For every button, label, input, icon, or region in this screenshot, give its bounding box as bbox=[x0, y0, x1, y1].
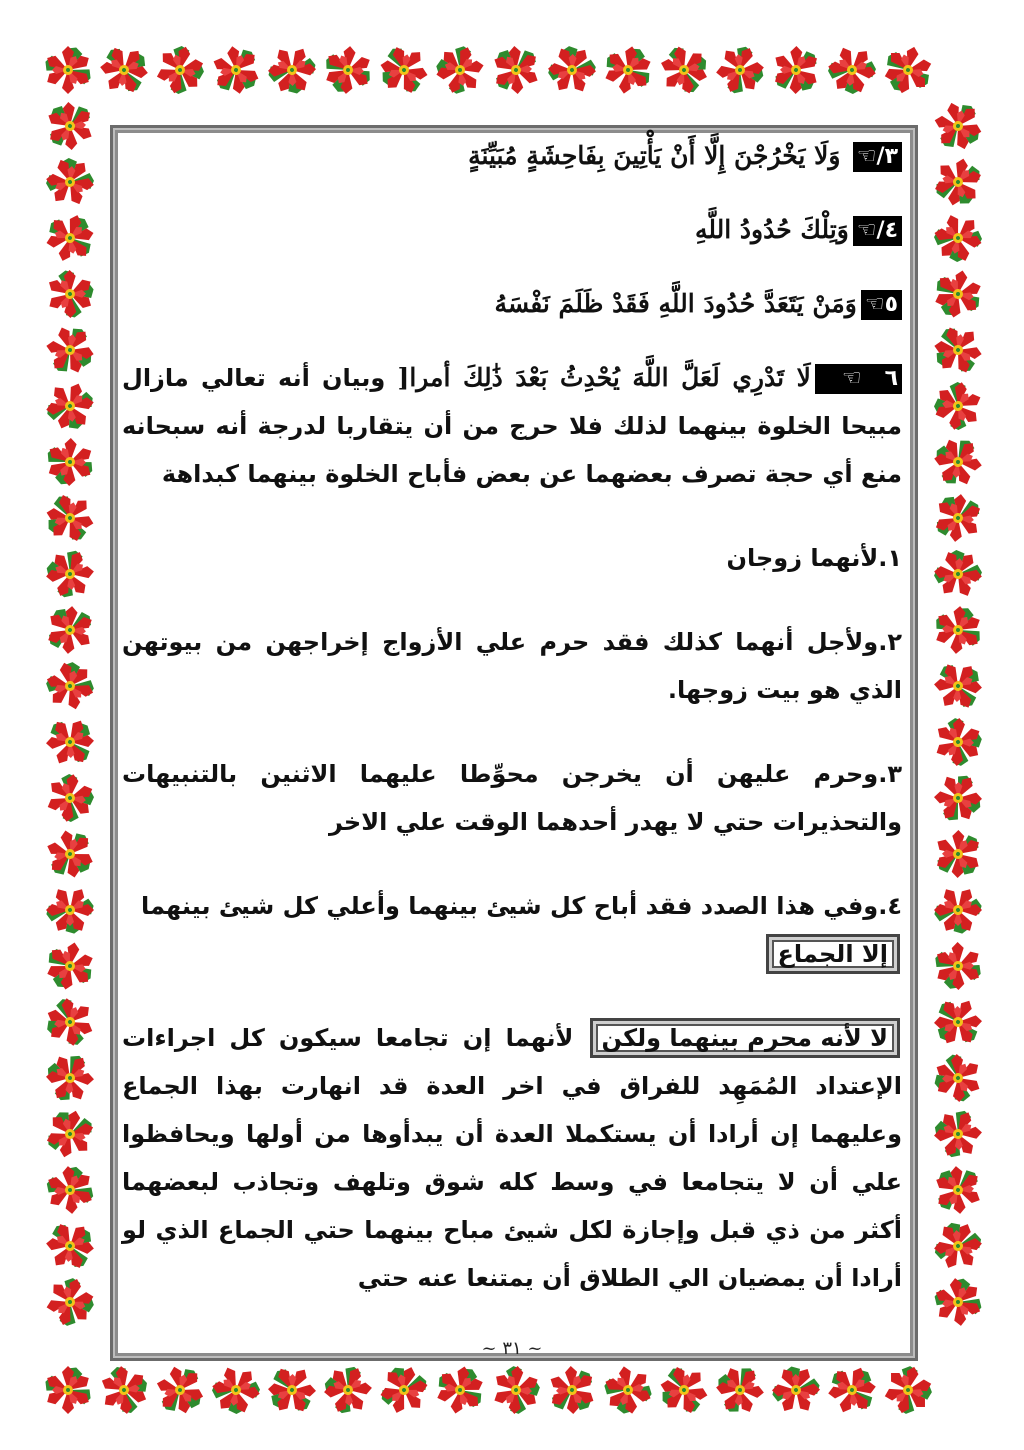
poinsettia-icon bbox=[34, 1098, 105, 1169]
explanation-text: وبيان أنه تعالي مازال مبيحا الخلوة بينهما لذلك فلا حرج من أن يتقاربا لدرجة أنه سبحانه منع أي حجة تصرف بعضهما عن بعض فأباح الخلوة بينهما كبداهة bbox=[122, 364, 902, 488]
poinsettia-icon bbox=[39, 822, 102, 886]
verse-line-4 bbox=[122, 206, 902, 254]
poinsettia-icon bbox=[929, 96, 989, 157]
page-number: ~ ٣١ ~ bbox=[481, 1338, 543, 1359]
poinsettia-icon bbox=[41, 1272, 100, 1332]
poinsettia-icon bbox=[761, 1355, 830, 1423]
poinsettia-icon bbox=[930, 1274, 986, 1329]
quran-text: وَتِلْكَ حُدُودُ اللَّهِ bbox=[694, 215, 849, 244]
poinsettia-icon bbox=[39, 655, 100, 715]
hand-pointer-icon: ☜ bbox=[856, 218, 877, 243]
poinsettia-icon bbox=[43, 45, 94, 94]
poinsettia-icon bbox=[820, 38, 885, 103]
poinsettia-icon bbox=[39, 206, 102, 269]
quran-text: وَمَنْ يَتَعَدَّ حُدُودَ اللَّهِ فَقَدْ ظَلَمَ نَفْسَهُ bbox=[494, 289, 857, 318]
poinsettia-icon bbox=[922, 315, 992, 385]
poinsettia-icon bbox=[35, 987, 105, 1057]
poinsettia-icon bbox=[204, 1359, 269, 1423]
point-4-text: ٤.وفي هذا الصدد فقد أباح كل شيئ بينهما وأعلي كل شيئ بينهما bbox=[140, 892, 902, 920]
point-5 bbox=[122, 1014, 902, 1302]
poinsettia-icon bbox=[931, 1107, 984, 1161]
poinsettia-icon bbox=[599, 41, 657, 98]
poinsettia-icon bbox=[482, 36, 548, 103]
verse-line-6 bbox=[122, 354, 902, 498]
poinsettia-icon bbox=[35, 1211, 105, 1281]
verse-badge: ٥☜ bbox=[861, 290, 902, 320]
poinsettia-icon bbox=[43, 1365, 94, 1414]
poinsettia-icon bbox=[923, 483, 993, 553]
poinsettia-icon bbox=[538, 36, 605, 103]
poinsettia-icon bbox=[648, 1355, 719, 1426]
poinsettia-icon bbox=[150, 1359, 211, 1421]
poinsettia-icon bbox=[43, 1051, 95, 1104]
poinsettia-icon bbox=[36, 877, 104, 945]
poinsettia-icon bbox=[430, 41, 488, 100]
poinsettia-icon bbox=[713, 42, 767, 97]
poinsettia-icon bbox=[483, 1356, 549, 1423]
point-5-text: لأنهما إن تجامعا سيكون كل اجراءات الإعتداد المُمَهِد للفراق في اخر العدة قد انهارت بهذا الجماع وعليهما إن أرادا أن يستكملا العدة أن يبدأوها من أولها ويحافظوا علي أن لا يتجامعا في وسط كله شوق وتلهف وتجاذب لبعضهما أكثر من ذي قبل وإجازة لكل شيئ مباح بينهما حتي الجماع الذي لو أرادا أن يمضيان الي الطلاق أن يمتنعا عنه حتي bbox=[122, 1024, 902, 1292]
document-body bbox=[122, 132, 902, 1302]
poinsettia-icon bbox=[762, 36, 830, 105]
poinsettia-icon bbox=[150, 39, 211, 101]
poinsettia-icon bbox=[924, 1156, 990, 1223]
poinsettia-icon bbox=[923, 1211, 993, 1281]
poinsettia-icon bbox=[924, 651, 993, 720]
poinsettia-icon bbox=[924, 989, 992, 1056]
verse-badge: ٦ ☜ bbox=[815, 364, 902, 394]
poinsettia-icon bbox=[929, 433, 985, 490]
point-3: ٣.وحرم عليهن أن يخرجن محوِّطا عليهما الاثنين بالتنبيهات والتحذيرات حتي لا يهدر أحدهما الوقت علي الاخر bbox=[122, 760, 902, 836]
poinsettia-icon bbox=[205, 38, 269, 103]
poinsettia-icon bbox=[321, 1363, 375, 1418]
poinsettia-icon bbox=[37, 149, 103, 214]
poinsettia-icon bbox=[34, 483, 105, 554]
poinsettia-icon bbox=[925, 708, 992, 775]
poinsettia-icon bbox=[35, 371, 105, 441]
poinsettia-icon bbox=[257, 1356, 326, 1425]
poinsettia-icon bbox=[649, 34, 720, 105]
hand-pointer-icon: ☜ bbox=[856, 144, 877, 169]
poinsettia-icon bbox=[37, 708, 104, 775]
poinsettia-icon bbox=[927, 207, 990, 270]
quran-text: وَلَا يَخْرُجْنَ إِلَّا أَنْ يَأْتِينَ بِفَاحِشَةٍ مُبَيِّنَةٍ bbox=[468, 141, 841, 170]
poinsettia-icon bbox=[539, 1357, 606, 1424]
poinsettia-icon bbox=[258, 36, 327, 105]
poinsettia-icon bbox=[928, 266, 987, 324]
boxed-phrase: لا لأنه محرم بينهما ولكن bbox=[590, 1018, 900, 1058]
verse-line-3 bbox=[122, 132, 902, 180]
poinsettia-icon bbox=[924, 820, 992, 889]
poinsettia-icon bbox=[877, 40, 939, 101]
poinsettia-icon bbox=[89, 35, 159, 105]
poinsettia-icon bbox=[368, 35, 439, 105]
poinsettia-icon bbox=[44, 437, 96, 488]
poinsettia-icon bbox=[923, 1044, 992, 1113]
poinsettia-icon bbox=[40, 938, 99, 996]
point-2: ٢.ولأجل أنهما كذلك فقد حرم علي الأزواج إخراجهن من بيوتهن الذي هو بيت زوجها. bbox=[122, 628, 902, 704]
poinsettia-icon bbox=[36, 92, 102, 159]
poinsettia-icon bbox=[38, 765, 103, 830]
verse-badge: ٤/☜ bbox=[853, 216, 902, 246]
poinsettia-icon bbox=[321, 44, 376, 98]
verse-line-5 bbox=[122, 280, 902, 328]
poinsettia-icon bbox=[431, 1360, 490, 1418]
boxed-phrase: إلا الجماع bbox=[766, 934, 900, 974]
poinsettia-icon bbox=[599, 1362, 657, 1419]
poinsettia-icon bbox=[36, 259, 104, 328]
point-1: ١.لأنهما زوجان bbox=[726, 544, 902, 572]
poinsettia-icon bbox=[923, 147, 994, 218]
poinsettia-icon bbox=[368, 1354, 439, 1424]
poinsettia-icon bbox=[35, 595, 104, 665]
hand-pointer-icon: ☜ bbox=[841, 366, 862, 391]
poinsettia-icon bbox=[931, 603, 986, 657]
poinsettia-icon bbox=[933, 772, 984, 824]
poinsettia-icon bbox=[820, 1357, 885, 1422]
verse-badge: ٣/☜ bbox=[853, 142, 902, 172]
point-4 bbox=[122, 882, 902, 978]
poinsettia-icon bbox=[878, 1359, 939, 1421]
poinsettia-icon bbox=[925, 374, 989, 439]
poinsettia-icon bbox=[712, 1362, 766, 1417]
poinsettia-icon bbox=[90, 1355, 160, 1425]
poinsettia-icon bbox=[43, 1163, 98, 1217]
poinsettia-icon bbox=[932, 942, 983, 992]
poinsettia-icon bbox=[42, 546, 96, 601]
hand-pointer-icon: ☜ bbox=[864, 292, 885, 317]
poinsettia-icon bbox=[924, 877, 992, 945]
poinsettia-icon bbox=[42, 321, 99, 379]
poinsettia-icon bbox=[925, 541, 991, 607]
quran-text: لَا تَدْرِي لَعَلَّ اللَّهَ يُحْدِثُ بَعْدَ ذَٰلِكَ أمرا[ bbox=[397, 363, 811, 392]
